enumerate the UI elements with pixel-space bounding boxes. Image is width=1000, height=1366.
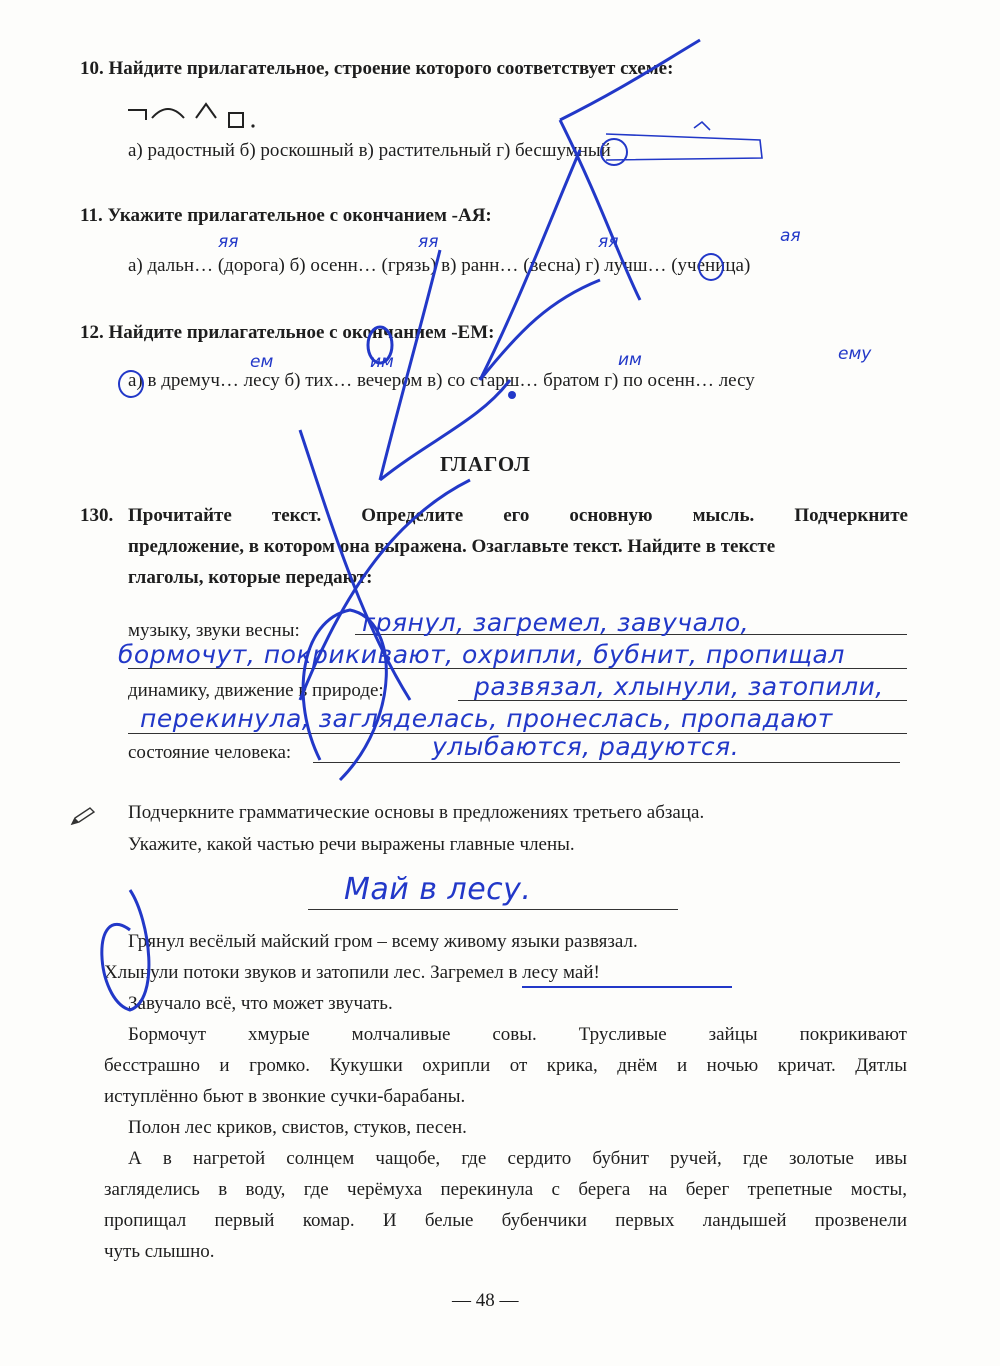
extra-instruction-2: Укажите, какой частью речи выражены главные члены. [128,834,575,855]
label-dynamics: динамику, движение в природе: [128,680,384,701]
handwritten-title: Май в лесу. [344,872,532,907]
task-12-options: а) в дремуч… лесу б) тих… вечером в) со старш… братом г) по осенн… лесу [128,370,755,391]
text-line: загляделись в воду, где черёмуха перекинула с берега на берег трепетные мосты, [104,1179,907,1200]
text-line: Хлынули потоки звуков и затопили лес. Загремел в лесу май! [104,962,600,983]
task-130-instruction-2: предложение, в котором она выражена. Озаглавьте текст. Найдите в тексте [128,536,776,557]
answer-circle [118,370,144,398]
text-line: А в нагретой солнцем чащобе, где сердито бубнит ручей, где золотые ивы [128,1148,907,1169]
answer-dynamics-1: развязал, хлынули, затопили, [474,672,884,701]
ending-hw: яя [418,232,439,252]
text-line: иступлённо бьют в звонкие сучки-барабаны. [104,1086,466,1107]
pencil-icon [70,806,96,826]
answer-circle [698,253,724,281]
text-line: пропищал первый комар. И белые бубенчики первых ландышей прозвенели [104,1210,907,1231]
ending-hw: ая [780,226,801,246]
text-line: Бормочут хмурые молчаливые совы. Трусливые зайцы покрикивают [128,1024,907,1045]
ending-hw: яя [218,232,239,252]
task-10-options: а) радостный б) роскошный в) растительный г) бесшумный [128,140,611,161]
task-130-instruction-3: глаголы, которые передают: [128,567,373,588]
stamp-text [0,0,1,1]
task-11-title: 11. Укажите прилагательное с окончанием -АЯ: [80,205,492,226]
task-12-title: 12. Найдите прилагательное с окончанием -ЕМ: [80,322,495,343]
ending-hw: яя [598,232,619,252]
text-line: чуть слышно. [104,1241,215,1262]
ending-hw: ем [250,352,274,372]
task-130-instruction-1: Прочитайте текст. Определите его основную мысль. Подчеркните [128,505,908,526]
ending-hw: им [618,350,642,370]
ending-hw: им [370,352,394,372]
page-number: — 48 — [452,1290,519,1311]
text-line: Полон лес криков, свистов, стуков, песен. [128,1117,467,1138]
answer-state: улыбаются, радуются. [432,732,740,761]
label-music: музыку, звуки весны: [128,620,300,641]
task-11-options: а) дальн… (дорога) б) осенн… (грязь) в) ранн… (весна) г) лучш… (ученица) [128,255,751,276]
extra-instruction-1: Подчеркните грамматические основы в предложениях третьего абзаца. [128,802,705,823]
answer-circle [600,138,628,166]
answer-dynamics-2: перекинула, загляделась, пронеслась, пропадают [140,704,833,733]
label-state: состояние человека: [128,742,292,763]
text-line: Завучало всё, что может звучать. [128,993,393,1014]
task-130-number: 130. [80,505,114,526]
text-line: бесстрашно и громко. Кукушки охрипли от крика, днём и ночью кричат. Дятлы [104,1055,907,1076]
answer-music-2: бормочут, покрикивают, охрипли, бубнит, пропищал [118,640,845,669]
section-heading: ГЛАГОЛ [440,452,531,476]
answer-music-1: грянул, загремел, завучало, [362,608,750,637]
text-line: Грянул весёлый майский гром – всему живому языки развязал. [128,931,638,952]
task-10-title: 10. Найдите прилагательное, строение которого соответствует схеме: [80,58,674,79]
ending-hw: ему [838,344,872,364]
